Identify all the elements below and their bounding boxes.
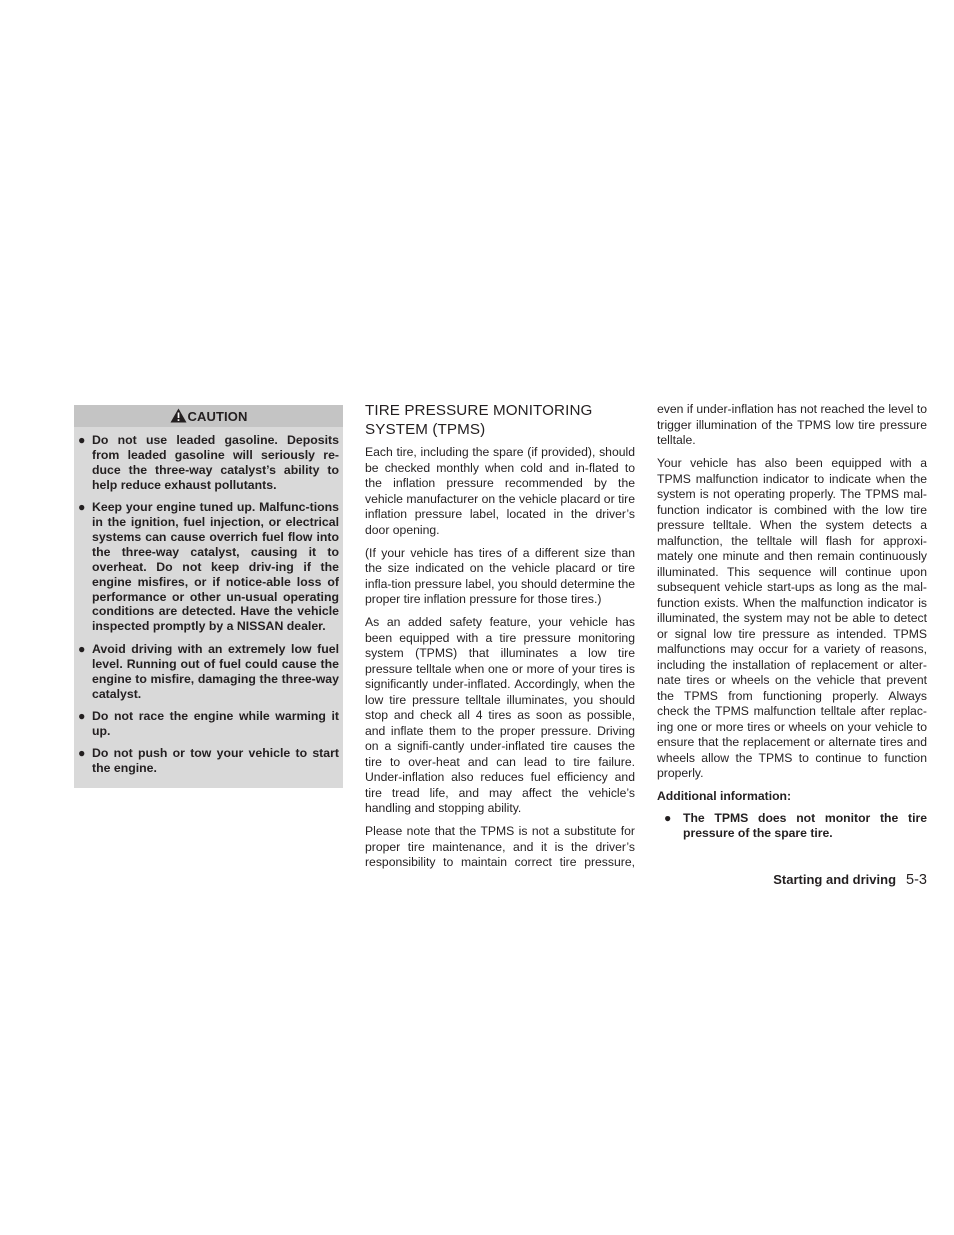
- paragraph: Each tire, including the spare (if provided), should be checked monthly when cold and in-flated to the inflation pressure recommended by the vehicle manufacturer on the vehicle placard or tire inflation pressure label, located in the driver’s door opening.: [365, 445, 635, 537]
- paragraph: (If your vehicle has tires of a different size than the size indicated on the vehicle placard or tire infla-tion pressure label, you should determine the proper tire inflation pressure for those tires.): [365, 545, 635, 606]
- list-item: ● The TPMS does not monitor the tire pressure of the spare tire.: [664, 810, 927, 840]
- bullet: ●: [78, 746, 86, 761]
- page-footer: [657, 872, 927, 888]
- bullet: ●: [78, 500, 86, 515]
- paragraph: Your vehicle has also been equipped with a TPMS malfunction indicator to indicate when the system is not operating properly. The TPMS mal-function indicator is combined with the low tire pressure telltale. When the system detects a malfunction, the telltale will flash for approxi-mately one minute and then remain continuously illuminated. This sequence will continue upon subsequent vehicle start-ups as long as the mal-function exists. When the malfunction indicator is illuminated, the system may not be able to detect or signal low tire pressure as intended. TPMS malfunctions may occur for a variety of reasons, including the installation of replacement or alter-nate tires or wheels on the vehicle that prevent the TPMS from functioning properly. Always check the TPMS malfunction telltale after replac-ing one or more tires or wheels on your vehicle to ensure that the replacement or alternate tires and wheels allow the TPMS to continue to function properly.: [657, 456, 927, 780]
- tpms-column-1: [365, 402, 635, 878]
- bullet: ●: [78, 708, 86, 723]
- paragraph: As an added safety feature, your vehicle has been equipped with a tire pressure monitoring system (TPMS) that illuminates a low tire pressure telltale when one or more of your tires is significantly under-inflated. Accordingly, when the low tire pressure telltale illuminates, you should stop and check all 4 tires as soon as possible, and inflate them to the proper pressure. Driving on a signifi-cantly under-inflated tire causes the tire to over-heat and can lead to tire failure. Under-inflation also reduces fuel efficiency and tire tread life, and may affect the vehicle’s handling and stopping ability.: [365, 615, 635, 815]
- tpms-column-2: [657, 402, 927, 842]
- list-item: ● Do not push or tow your vehicle to start the engine.: [78, 746, 339, 776]
- page-number: 5-3: [906, 872, 927, 888]
- additional-info-list: [657, 811, 927, 842]
- paragraph: Please note that the TPMS is not a substitute for proper tire maintenance, and it is the driver’s responsibility to maintain correct tire pressure,: [365, 824, 635, 869]
- warning-triangle-icon: [170, 408, 187, 423]
- list-item: ● Do not race the engine while warming it up.: [78, 708, 339, 738]
- list-item: ● Do not use leaded gasoline. Deposits from leaded gasoline will seriously re-duce the three-way catalyst’s ability to help reduce exhaust pollutants.: [78, 433, 339, 492]
- list-item: ● Keep your engine tuned up. Malfunc-tions in the ignition, fuel injection, or electrical systems can cause overrich fuel flow into the three-way catalyst, causing it to overheat. Do not keep driv-ing if the engine misfires, or if notice-able loss of performance or other un-usual operating conditions are detected. Have the vehicle inspected promptly by a NISSAN dealer.: [78, 500, 339, 634]
- bullet: ●: [78, 641, 86, 656]
- bullet: ●: [664, 810, 672, 825]
- caution-title: CAUTION: [187, 408, 248, 424]
- footer-section-name: Starting and driving: [773, 872, 897, 887]
- bullet: ●: [78, 433, 86, 447]
- caution-list: [76, 433, 339, 776]
- additional-info-heading: Additional information:: [657, 789, 792, 803]
- list-item: ● Avoid driving with an extremely low fuel level. Running out of fuel could cause the engine to misfire, damaging the three-way catalyst.: [78, 641, 339, 701]
- paragraph: even if under-inflation has not reached the level to trigger illumination of the TPMS low tire pressure telltale.: [657, 402, 927, 447]
- section-title: TIRE PRESSURE MONITORING SYSTEM (TPMS): [365, 402, 593, 438]
- caution-header: [74, 405, 343, 427]
- caution-box: [74, 405, 343, 788]
